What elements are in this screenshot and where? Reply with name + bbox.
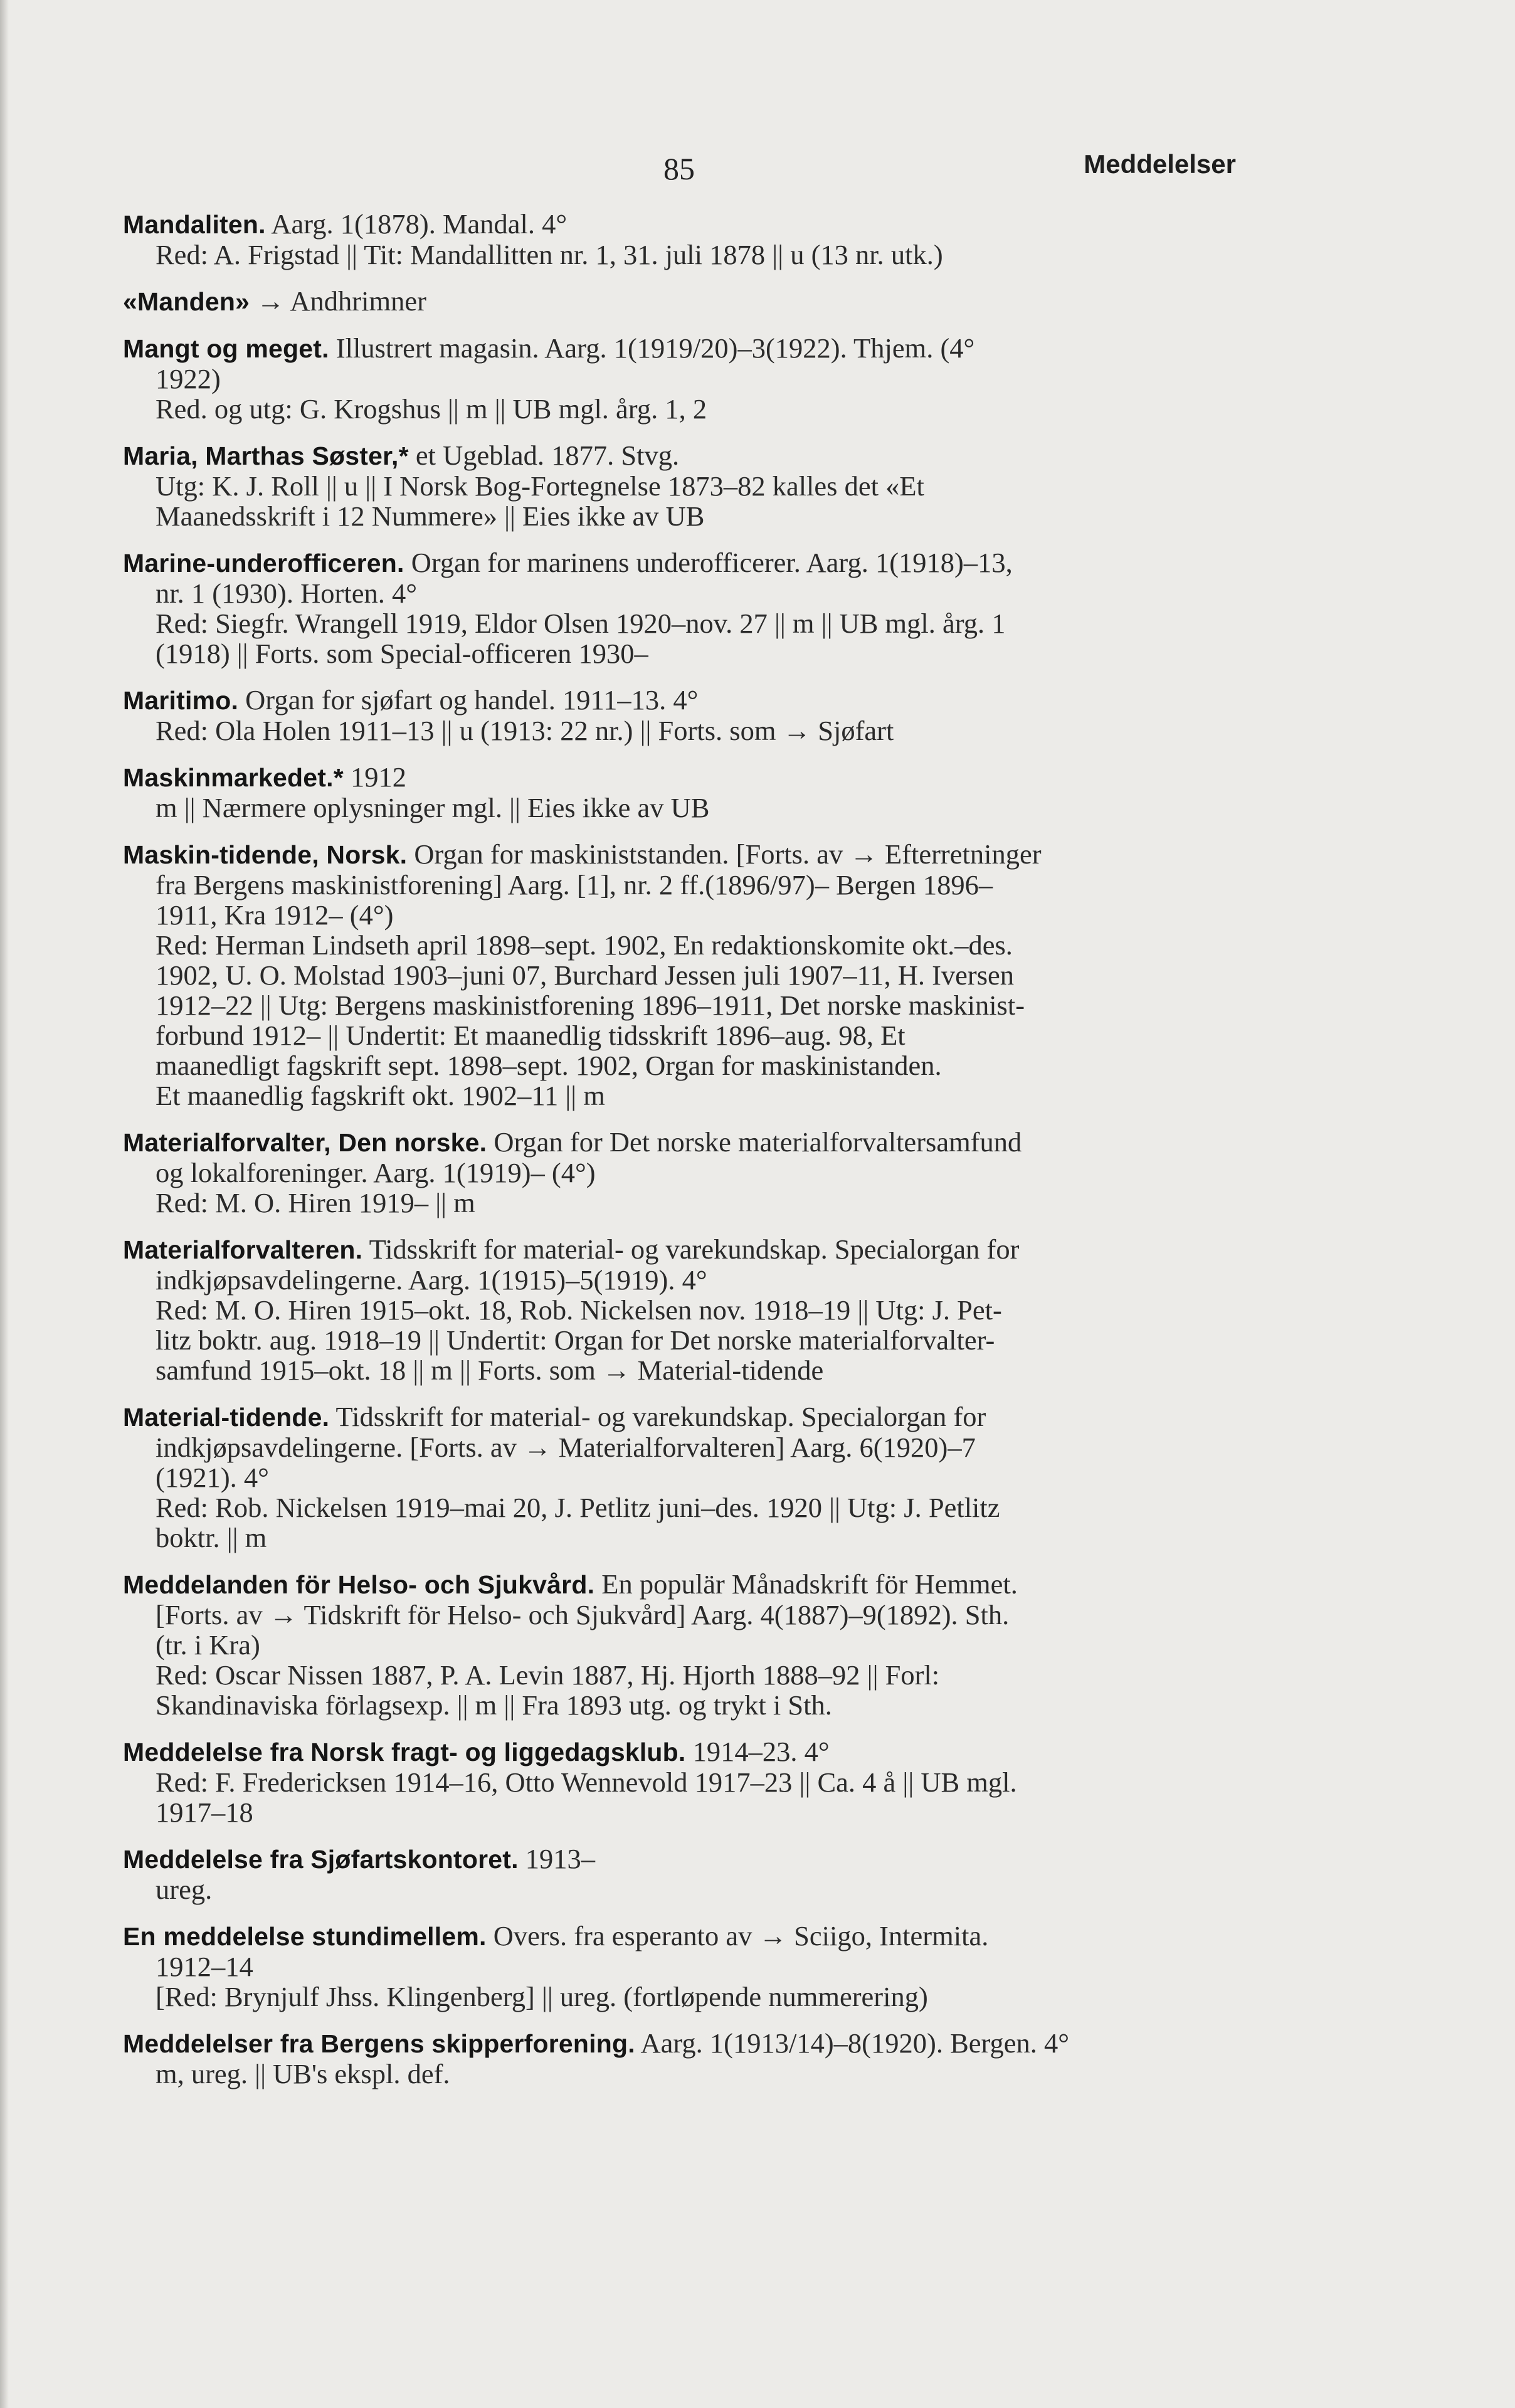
- entry-title: Maria, Marthas Søster,*: [123, 441, 409, 470]
- entry-detail-line: Red. og utg: G. Krogshus || m || UB mgl. årg. 1, 2: [156, 393, 707, 425]
- entry-description: → Andhrimner: [250, 285, 426, 317]
- entry-title: Materialforvalter, Den norske.: [123, 1128, 487, 1157]
- page-number: 85: [663, 151, 695, 186]
- bibliography-entry: [123, 333, 1243, 424]
- entry-detail-line: nr. 1 (1930). Horten. 4°: [156, 578, 417, 609]
- entry-description: En populär Månadskrift för Hemmet.: [594, 1568, 1018, 1600]
- entry-first-line: [123, 1127, 1243, 1158]
- entry-description: 1914–23. 4°: [685, 1736, 830, 1767]
- entry-description: Aarg. 1(1878). Mandal. 4°: [265, 208, 567, 240]
- bibliography-entry: [123, 1736, 1243, 1827]
- entry-detail-line: og lokalforeninger. Aarg. 1(1919)– (4°): [156, 1157, 596, 1188]
- entry-detail-line: m, ureg. || UB's ekspl. def.: [156, 2058, 450, 2089]
- bibliography-entry: [123, 762, 1243, 823]
- entry-first-line: [123, 286, 1243, 317]
- entry-title: Mangt og meget.: [123, 334, 329, 363]
- entry-first-line: [123, 209, 1243, 240]
- entry-detail-line: [Forts. av → Tidskrift för Helso- och Sjukvård] Aarg. 4(1887)–9(1892). Sth.: [156, 1599, 1010, 1630]
- entry-detail-line: (tr. i Kra): [156, 1629, 260, 1661]
- entry-detail-line: 1912–14: [156, 1951, 253, 1982]
- bibliography-entry: [123, 209, 1243, 270]
- entry-detail-line: (1918) || Forts. som Special-officeren 1930–: [156, 638, 648, 669]
- entry-first-line: [123, 1569, 1243, 1600]
- entry-first-line: [123, 440, 1243, 471]
- entry-detail-line: boktr. || m: [156, 1522, 267, 1553]
- bibliography-entry: [123, 1402, 1243, 1553]
- entry-first-line: [123, 333, 1243, 364]
- bibliography-entry: [123, 440, 1243, 531]
- entry-first-line: [123, 1736, 1243, 1767]
- bibliography-entry: [123, 1921, 1243, 2012]
- entry-description: Tidsskrift for material- og varekundskap. Specialorgan for: [329, 1401, 986, 1432]
- running-head: Meddelelser: [1084, 149, 1236, 179]
- entry-title: Meddelelse fra Norsk fragt- og liggedagsklub.: [123, 1738, 686, 1766]
- entry-detail-line: fra Bergens maskinistforening] Aarg. [1], nr. 2 ff.(1896/97)– Bergen 1896–: [156, 869, 993, 900]
- entry-detail-line: Red: F. Fredericksen 1914–16, Otto Wennevold 1917–23 || Ca. 4 å || UB mgl.: [156, 1766, 1017, 1798]
- bibliography-entry: [123, 1234, 1243, 1385]
- entry-title: Marine-underofficeren.: [123, 549, 404, 578]
- entry-detail-line: (1921). 4°: [156, 1462, 269, 1493]
- entry-description: Aarg. 1(1913/14)–8(1920). Bergen. 4°: [635, 2027, 1070, 2059]
- entry-title: «Manden»: [123, 287, 250, 316]
- entry-description: Tidsskrift for material- og varekundskap. Specialorgan for: [362, 1233, 1020, 1265]
- entry-first-line: [123, 762, 1243, 793]
- entry-detail-line: 1917–18: [156, 1797, 253, 1828]
- entry-detail-line: indkjøpsavdelingerne. Aarg. 1(1915)–5(1919). 4°: [156, 1264, 707, 1296]
- entry-title: Material-tidende.: [123, 1403, 330, 1432]
- entry-first-line: [123, 685, 1243, 716]
- entry-title: Maskin-tidende, Norsk.: [123, 840, 408, 869]
- entry-title: Maskinmarkedet.*: [123, 763, 344, 792]
- entry-title: Mandaliten.: [123, 210, 266, 239]
- bibliography-entry: [123, 685, 1243, 746]
- bibliography-entry: [123, 1127, 1243, 1218]
- entry-detail-line: Red: Siegfr. Wrangell 1919, Eldor Olsen 1920–nov. 27 || m || UB mgl. årg. 1: [156, 608, 1006, 639]
- entry-description: Overs. fra esperanto av → Sciigo, Intermita.: [486, 1920, 989, 1951]
- entry-description: Illustrert magasin. Aarg. 1(1919/20)–3(1922). Thjem. (4°: [329, 332, 975, 364]
- entry-detail-line: Maanedsskrift i 12 Nummere» || Eies ikke av UB: [156, 500, 705, 532]
- entry-detail-line: Skandinaviska förlagsexp. || m || Fra 1893 utg. og trykt i Sth.: [156, 1689, 832, 1721]
- entry-detail-line: m || Nærmere oplysninger mgl. || Eies ikke av UB: [156, 792, 710, 823]
- bibliography-entry: [123, 547, 1243, 668]
- bibliography-entry: [123, 2028, 1243, 2089]
- entry-detail-line: Red: Rob. Nickelsen 1919–mai 20, J. Petlitz juni–des. 1920 || Utg: J. Petlitz: [156, 1492, 1000, 1523]
- entry-description: Organ for Det norske materialforvaltersamfund: [487, 1126, 1022, 1158]
- entry-detail-line: 1922): [156, 363, 221, 394]
- entry-detail-line: Red: M. O. Hiren 1919– || m: [156, 1187, 475, 1218]
- bibliography-entry: [123, 286, 1243, 317]
- entry-first-line: [123, 2028, 1243, 2059]
- entry-first-line: [123, 839, 1243, 870]
- entry-title: Meddelanden för Helso- och Sjukvård.: [123, 1570, 595, 1599]
- entry-first-line: [123, 547, 1243, 578]
- entry-title: Meddelelse fra Sjøfartskontoret.: [123, 1845, 519, 1874]
- entry-detail-line: Et maanedlig fagskrift okt. 1902–11 || m: [156, 1080, 605, 1111]
- entry-title: Maritimo.: [123, 686, 239, 715]
- entry-description: 1912: [343, 761, 406, 793]
- entry-detail-line: ureg.: [156, 1874, 213, 1905]
- entry-detail-line: Red: Herman Lindseth april 1898–sept. 1902, En redaktionskomite okt.–des.: [156, 929, 1013, 961]
- entry-detail-line: 1911, Kra 1912– (4°): [156, 899, 394, 931]
- entry-title: Meddelelser fra Bergens skipperforening.: [123, 2029, 635, 2058]
- entry-detail-line: litz boktr. aug. 1918–19 || Undertit: Organ for Det norske materialforvalter-: [156, 1324, 995, 1356]
- entry-title: Materialforvalteren.: [123, 1235, 363, 1264]
- entry-first-line: [123, 1921, 1243, 1951]
- entry-description: Organ for sjøfart og handel. 1911–13. 4°: [238, 684, 699, 716]
- entry-description: Organ for marinens underofficerer. Aarg. 1(1918)–13,: [404, 547, 1013, 578]
- entry-description: et Ugeblad. 1877. Stvg.: [408, 440, 680, 471]
- entry-detail-line: indkjøpsavdelingerne. [Forts. av → Materialforvalteren] Aarg. 6(1920)–7: [156, 1432, 976, 1463]
- entry-first-line: [123, 1844, 1243, 1874]
- entry-detail-line: 1912–22 || Utg: Bergens maskinistforening 1896–1911, Det norske maskinist-: [156, 990, 1025, 1021]
- entry-detail-line: Red: Oscar Nissen 1887, P. A. Levin 1887, Hj. Hjorth 1888–92 || Forl:: [156, 1659, 940, 1691]
- entry-detail-line: Red: A. Frigstad || Tit: Mandallitten nr. 1, 31. juli 1878 || u (13 nr. utk.): [156, 239, 943, 270]
- entry-detail-line: maanedligt fagskrift sept. 1898–sept. 1902, Organ for maskinistanden.: [156, 1050, 942, 1081]
- entry-detail-line: Red: M. O. Hiren 1915–okt. 18, Rob. Nickelsen nov. 1918–19 || Utg: J. Pet-: [156, 1294, 1002, 1326]
- entry-detail-line: forbund 1912– || Undertit: Et maanedlig tidsskrift 1896–aug. 98, Et: [156, 1020, 905, 1051]
- entry-first-line: [123, 1234, 1243, 1265]
- entry-detail-line: Utg: K. J. Roll || u || I Norsk Bog-Fortegnelse 1873–82 kalles det «Et: [156, 470, 924, 502]
- bibliography-entry: [123, 839, 1243, 1111]
- entry-detail-line: samfund 1915–okt. 18 || m || Forts. som → Material-tidende: [156, 1354, 824, 1386]
- entry-description: Organ for maskiniststanden. [Forts. av → Efterretninger: [407, 838, 1042, 870]
- bibliography-entry: [123, 1569, 1243, 1720]
- bibliography-entry: [123, 1844, 1243, 1904]
- entry-detail-line: 1902, U. O. Molstad 1903–juni 07, Burchard Jessen juli 1907–11, H. Iversen: [156, 959, 1015, 991]
- entry-list: [123, 209, 1243, 2105]
- entry-detail-line: Red: Ola Holen 1911–13 || u (1913: 22 nr.) || Forts. som → Sjøfart: [156, 715, 894, 746]
- entry-description: 1913–: [518, 1843, 596, 1874]
- entry-first-line: [123, 1402, 1243, 1432]
- entry-title: En meddelelse stundimellem.: [123, 1922, 487, 1951]
- entry-detail-line: [Red: Brynjulf Jhss. Klingenberg] || ureg. (fortløpende nummerering): [156, 1981, 928, 2012]
